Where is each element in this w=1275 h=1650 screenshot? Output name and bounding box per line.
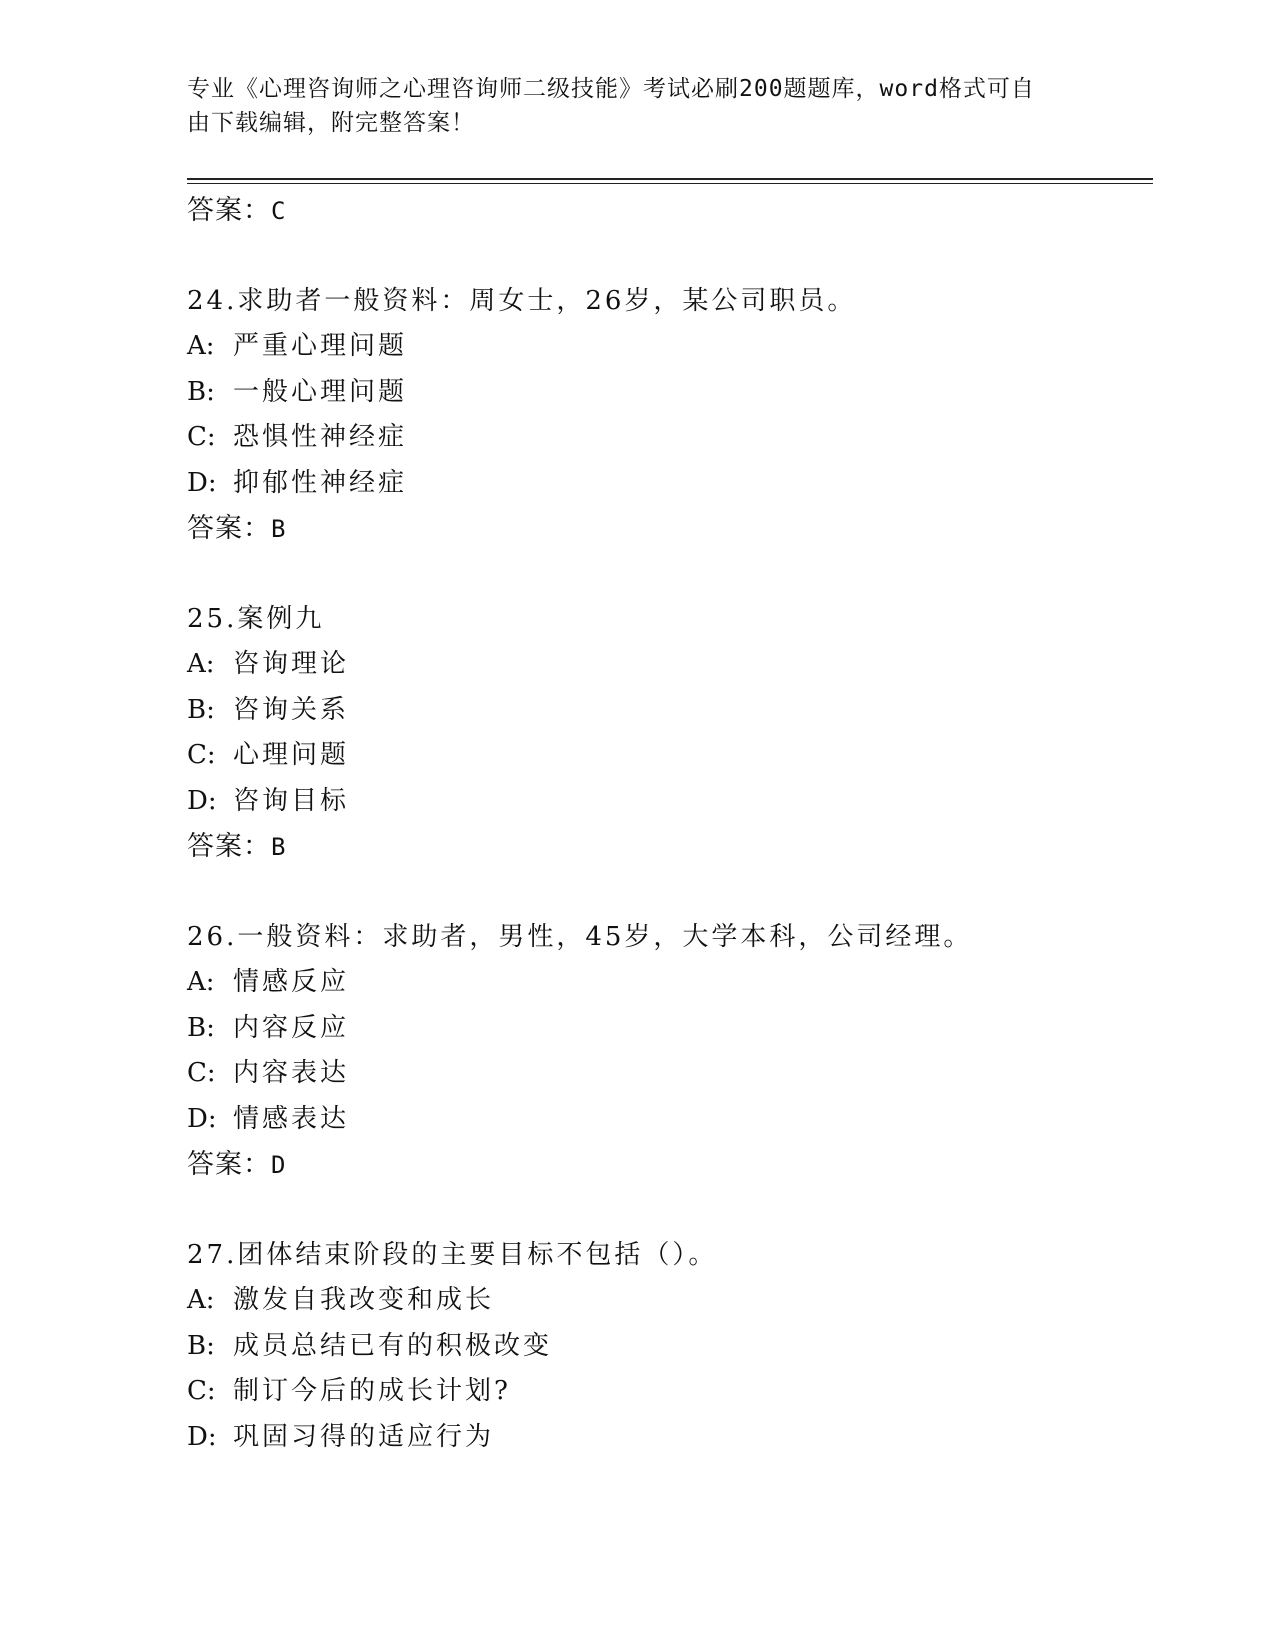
spacer	[187, 552, 1147, 596]
option-a	[187, 324, 1147, 370]
option-c	[187, 1051, 1147, 1097]
option-b	[187, 1006, 1147, 1052]
header-rule-thin	[187, 183, 1153, 184]
answer-letter: B	[271, 515, 287, 543]
option-label: C:	[187, 1058, 216, 1088]
option-d	[187, 461, 1147, 507]
option-label: B:	[187, 694, 215, 725]
answer-letter: B	[271, 833, 287, 861]
option-label: B:	[187, 1330, 215, 1361]
option-text: 成员总结已有的积极改变	[233, 1330, 553, 1361]
option-label: A:	[187, 331, 215, 361]
option-label: C:	[187, 1376, 216, 1406]
header-line-2: 由下载编辑，附完整答案！	[187, 110, 475, 136]
spacer	[187, 234, 1147, 278]
option-text: 内容反应	[233, 1012, 350, 1043]
option-text: 咨询关系	[233, 694, 350, 725]
question-text: 24.求助者一般资料：周女士，26岁，某公司职员。	[187, 286, 857, 316]
document-header	[187, 72, 1067, 140]
option-text: 巩固习得的适应行为	[233, 1421, 495, 1452]
option-b	[187, 1324, 1147, 1370]
option-text: 激发自我改变和成长	[233, 1285, 495, 1315]
option-c	[187, 415, 1147, 461]
option-a	[187, 642, 1147, 688]
option-c	[187, 733, 1147, 779]
option-b	[187, 688, 1147, 734]
option-b	[187, 370, 1147, 416]
option-label: A:	[187, 649, 215, 679]
option-text: 情感反应	[233, 967, 350, 997]
option-text: 咨询目标	[233, 785, 350, 816]
answer-letter: D	[271, 1151, 287, 1179]
question-text: 27.团体结束阶段的主要目标不包括（）。	[187, 1240, 718, 1270]
answer-line	[187, 506, 1147, 552]
header-line-1: 专业《心理咨询师之心理咨询师二级技能》考试必刷200题题库，word格式可自	[187, 76, 1035, 102]
option-a	[187, 960, 1147, 1006]
option-d	[187, 779, 1147, 825]
option-label: C:	[187, 740, 216, 770]
option-label: D:	[187, 1103, 217, 1134]
option-label: B:	[187, 1012, 215, 1043]
question-text: 26.一般资料：求助者，男性，45岁，大学本科，公司经理。	[187, 922, 973, 952]
answer-line	[187, 188, 1147, 234]
option-text: 内容表达	[233, 1058, 350, 1088]
question-list	[187, 188, 1147, 1460]
option-a	[187, 1278, 1147, 1324]
option-text: 一般心理问题	[233, 376, 408, 407]
option-label: A:	[187, 1285, 215, 1315]
option-label: D:	[187, 785, 217, 816]
option-d	[187, 1415, 1147, 1461]
spacer	[187, 870, 1147, 914]
option-label: D:	[187, 1421, 217, 1452]
answer-label: 答案：	[187, 1149, 271, 1180]
option-text: 严重心理问题	[233, 331, 408, 361]
answer-label: 答案：	[187, 195, 271, 226]
answer-line	[187, 1142, 1147, 1188]
answer-label: 答案：	[187, 513, 271, 544]
option-text: 制订今后的成长计划?	[233, 1376, 511, 1406]
header-rule-thick	[187, 178, 1153, 180]
option-d	[187, 1097, 1147, 1143]
option-text: 心理问题	[233, 740, 350, 770]
option-text: 抑郁性神经症	[233, 467, 408, 498]
answer-label: 答案：	[187, 831, 271, 862]
option-text: 恐惧性神经症	[233, 422, 408, 452]
option-label: B:	[187, 376, 215, 407]
option-label: D:	[187, 467, 217, 498]
answer-line	[187, 824, 1147, 870]
option-c	[187, 1369, 1147, 1415]
option-text: 咨询理论	[233, 649, 350, 679]
question-text: 25.案例九	[187, 604, 325, 634]
option-label: A:	[187, 967, 215, 997]
spacer	[187, 1188, 1147, 1232]
option-text: 情感表达	[233, 1103, 350, 1134]
answer-letter: C	[271, 197, 287, 225]
option-label: C:	[187, 422, 216, 452]
